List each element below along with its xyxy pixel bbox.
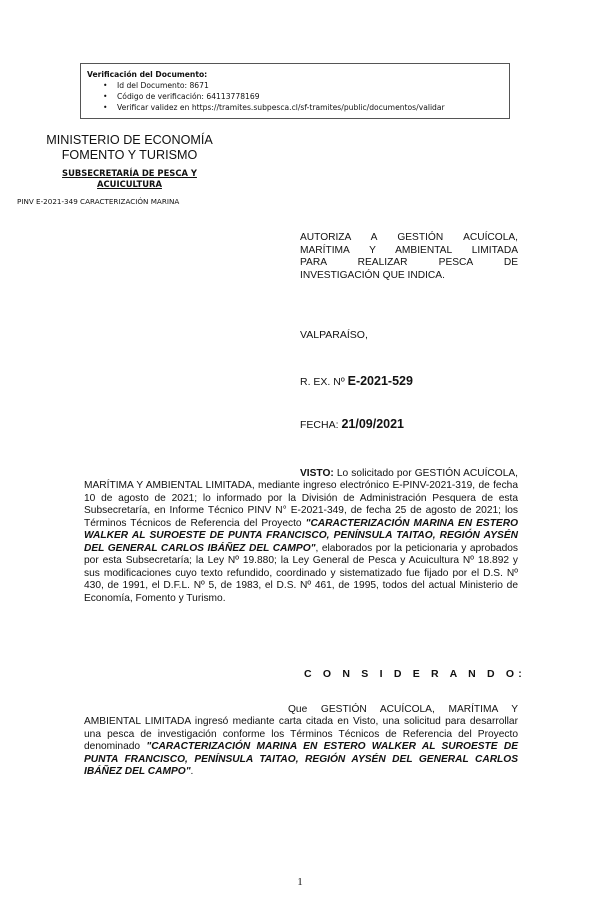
subject-line-4: INVESTIGACIÓN QUE INDICA. xyxy=(300,269,445,281)
resolution-subject xyxy=(300,232,518,282)
verification-link[interactable]: • Verificar validez en https://tramites.subpesca.cl/sf-tramites/public/documentos/validar xyxy=(117,102,503,113)
document-id: • Id del Documento: 8671 xyxy=(117,80,503,91)
resolution-number-line xyxy=(300,374,413,388)
ministry-name xyxy=(42,133,217,163)
considerando-project-name: "CARACTERIZACIÓN MARINA EN ESTERO WALKER AL SUROESTE DE PUNTA FRANCISCO, PENÍNSULA TAITAO, REGIÓN AYSÉN DEL GENERAL CARLOS IBÁÑEZ DEL CAMPO" xyxy=(84,741,518,778)
considerando-text-1: Que GESTIÓN ACUÍCOLA, MARÍTIMA Y AMBIENTAL LIMITADA ingresó mediante carta citada en Visto, una solicitud para desarrollar una pesca de investigación conforme los Términos Técnicos de Referencia del Proyecto denominado xyxy=(84,704,518,753)
place: VALPARAÍSO, xyxy=(300,329,368,341)
visto-label: VISTO: xyxy=(300,468,334,479)
subject-line-3: PARA REALIZAR PESCA DE xyxy=(300,257,518,269)
date-label: FECHA: xyxy=(300,419,339,431)
date-value: 21/09/2021 xyxy=(341,417,404,431)
visto-text-1: Lo solicitado por GESTIÓN ACUÍCOLA, MARÍTIMA Y AMBIENTAL LIMITADA, mediante ingreso electrónico E-PINV-2021-319, de fecha 10 de agosto de 2021; lo informado por la División de Administración Pesquera de esta Subsecretaría, en Informe Técnico PINV N° E-2021-349, de fecha 25 de agosto de 2021; los Términos Técnicos de Referencia del Proyecto xyxy=(84,468,518,529)
subject-line-1: AUTORIZA A GESTIÓN ACUÍCOLA, xyxy=(300,232,518,243)
considerando-paragraph xyxy=(84,704,518,779)
verification-code: • Código de verificación: 64113778169 xyxy=(117,91,503,102)
verification-title: Verificación del Documento: xyxy=(87,70,208,79)
subsecretaria-name: SUBSECRETARÍA DE PESCA Y ACUICULTURA xyxy=(62,168,197,189)
considerando-text-2: . xyxy=(190,766,194,778)
verification-list xyxy=(87,80,503,113)
considerando-heading: C O N S I D E R A N D O: xyxy=(304,668,526,680)
visto-project-name: "CARACTERIZACIÓN MARINA EN ESTERO WALKER AL SUROESTE DE PUNTA FRANCISCO, PENÍNSULA TAITAO, REGIÓN AYSÉN DEL GENERAL CARLOS IBÁÑEZ DEL CAMPO" xyxy=(84,517,518,554)
verification-box xyxy=(80,63,510,119)
visto-paragraph xyxy=(84,468,518,605)
document-reference: PINV E-2021-349 CARACTERIZACIÓN MARINA xyxy=(17,197,180,206)
resolution-label: R. EX. Nº xyxy=(300,376,345,388)
date-line xyxy=(300,417,404,431)
resolution-number: E-2021-529 xyxy=(347,374,413,388)
subject-line-2: MARÍTIMA Y AMBIENTAL LIMITADA xyxy=(300,244,518,256)
ministry-line-2: FOMENTO Y TURISMO xyxy=(61,148,198,162)
ministry-line-1: MINISTERIO DE ECONOMÍA xyxy=(46,133,213,147)
visto-text-2: , elaborados por la peticionaria y aprobados por esta Subsecretaría; la Ley Nº 19.880; la Ley General de Pesca y Acuicultura Nº 18.892 y sus modificaciones cuyo texto refundido, coordinado y sistematizado fue fijado por el D.S. Nº 430, de 1991, el D.F.L. Nº 5, de 1983, el D.S. Nº 461, de 1995, todos del actual Ministerio de Economía, Fomento y Turismo. xyxy=(84,542,519,604)
page-number: 1 xyxy=(297,876,303,888)
